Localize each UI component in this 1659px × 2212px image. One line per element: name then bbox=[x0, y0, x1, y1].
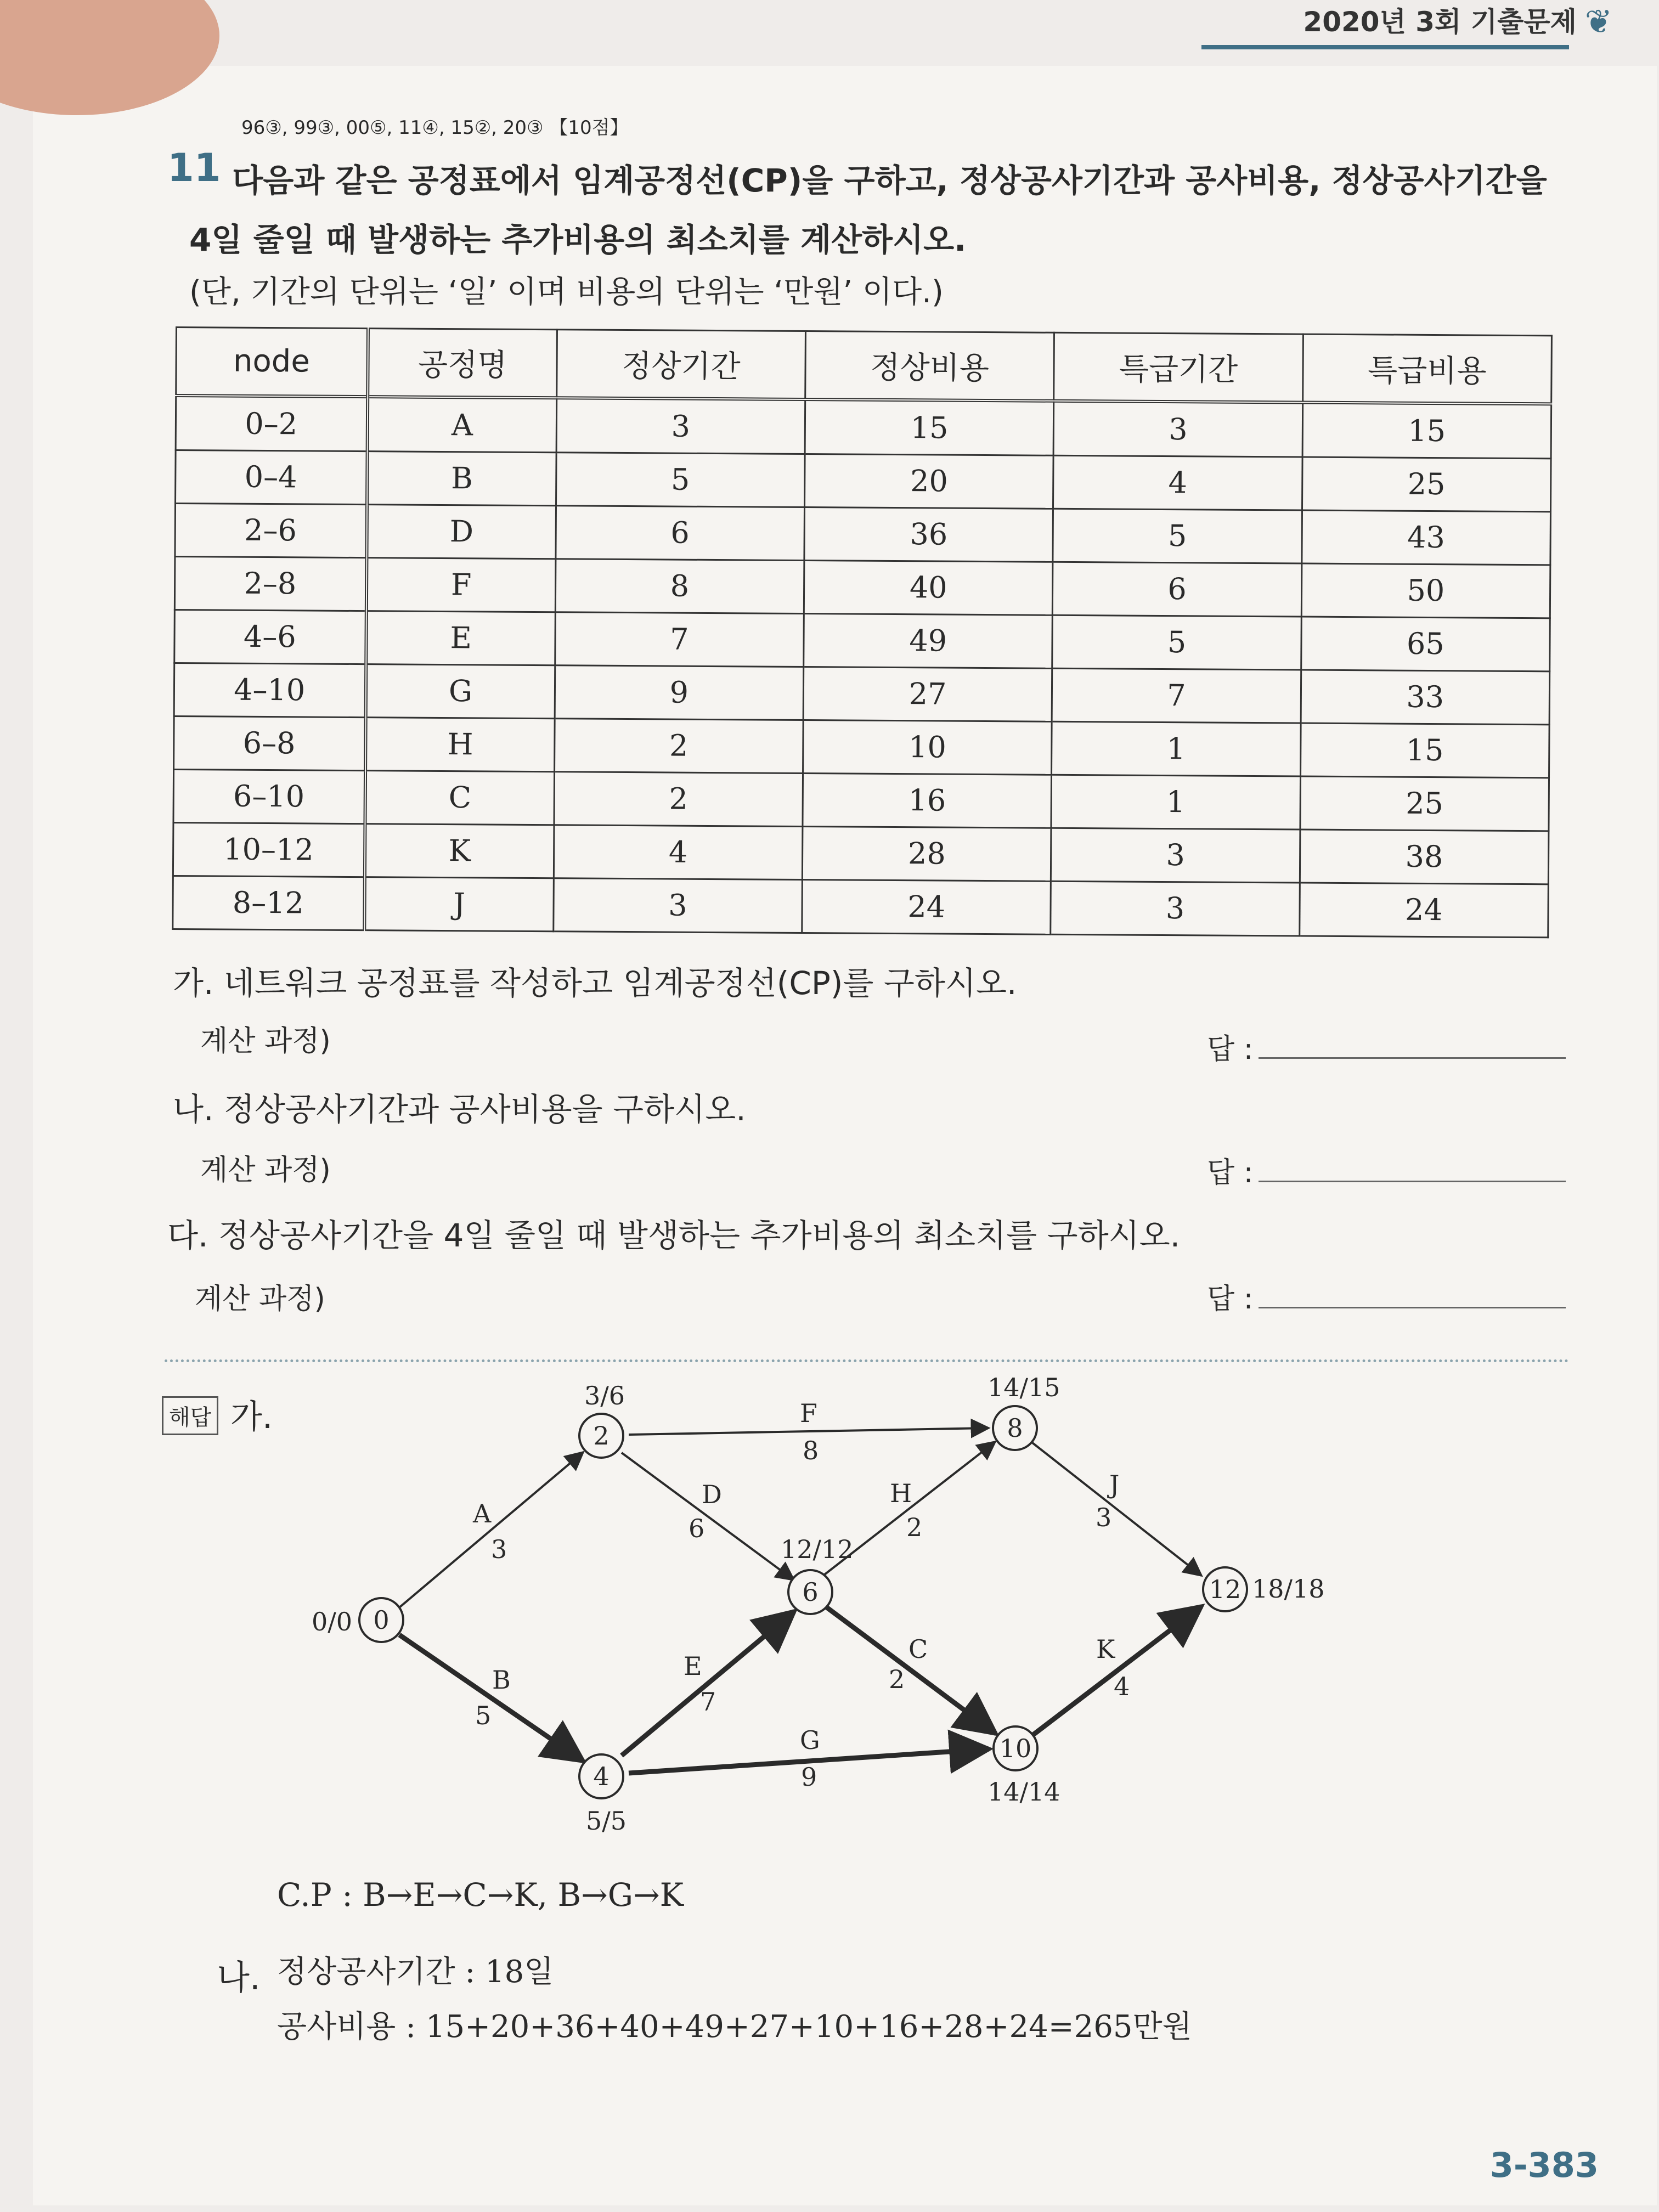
table-header: 특급비용 bbox=[1302, 334, 1551, 404]
table-cell: 2 bbox=[554, 772, 803, 827]
activity-duration-e: 7 bbox=[700, 1687, 716, 1717]
table-cell: 25 bbox=[1302, 457, 1551, 512]
activity-name-h: H bbox=[890, 1479, 912, 1508]
edge-f bbox=[629, 1428, 989, 1435]
node-2 bbox=[579, 1414, 623, 1458]
activity-duration-c: 2 bbox=[889, 1664, 905, 1694]
node-6 bbox=[788, 1570, 832, 1614]
activity-name-g: G bbox=[800, 1725, 820, 1755]
table-cell: 16 bbox=[803, 773, 1052, 828]
node-time-0: 0/0 bbox=[312, 1607, 353, 1637]
table-cell: 40 bbox=[804, 560, 1053, 615]
table-cell: 43 bbox=[1302, 510, 1551, 565]
answer-ga-label: 가. bbox=[230, 1398, 273, 1436]
table-cell: C bbox=[365, 770, 554, 825]
edge-d bbox=[622, 1453, 794, 1580]
activity-duration-b: 5 bbox=[475, 1701, 492, 1730]
answer-na-text bbox=[277, 1945, 1192, 2055]
activity-duration-h: 2 bbox=[906, 1513, 923, 1542]
table-cell: 2–8 bbox=[174, 556, 366, 611]
answer-field: 답 : bbox=[1207, 1276, 1566, 1317]
node-4 bbox=[579, 1754, 623, 1798]
table-cell: 0–4 bbox=[176, 450, 368, 504]
table-header: 공정명 bbox=[368, 329, 557, 398]
answer-na-label: 나. bbox=[217, 1957, 261, 1997]
table-cell: 50 bbox=[1301, 563, 1550, 618]
table-cell: D bbox=[366, 504, 556, 558]
table-cell: G bbox=[365, 664, 555, 718]
table-cell: 7 bbox=[555, 612, 804, 667]
node-time-12: 18/18 bbox=[1252, 1574, 1325, 1604]
node-label: 12 bbox=[1209, 1575, 1242, 1604]
activity-duration-k: 4 bbox=[1114, 1672, 1130, 1701]
question-source: 96③, 99③, 00⑤, 11④, 15②, 20③ 【10점】 bbox=[241, 117, 629, 139]
table-cell: 3 bbox=[1051, 828, 1300, 883]
table-cell: B bbox=[367, 451, 556, 505]
node-label: 8 bbox=[1007, 1413, 1023, 1443]
table-cell: 2–6 bbox=[175, 503, 367, 557]
table-cell: 10 bbox=[803, 720, 1052, 775]
activity-name-e: E bbox=[684, 1651, 702, 1681]
table-cell: A bbox=[367, 397, 556, 452]
table-cell: 4 bbox=[554, 825, 803, 880]
table-cell: 0–2 bbox=[176, 396, 368, 451]
table-cell: 5 bbox=[1053, 509, 1302, 563]
node-time-2: 3/6 bbox=[584, 1381, 625, 1410]
node-8 bbox=[993, 1406, 1037, 1450]
table-cell: J bbox=[364, 877, 554, 931]
table-cell: 27 bbox=[803, 667, 1052, 721]
table-cell: 24 bbox=[802, 879, 1051, 934]
node-label: 10 bbox=[999, 1734, 1032, 1763]
subquestion-ga: 가. 네트워크 공정표를 작성하고 임계공정선(CP)를 구하시오. bbox=[173, 964, 1017, 1002]
construction-cost: 공사비용 : 15+20+36+40+49+27+10+16+28+24=265만원 bbox=[277, 2009, 1192, 2045]
question-text: 다음과 같은 공정표에서 임계공정선(CP)을 구하고, 정상공사기간과 공사비용, 정상공사기간을 4일 줄일 때 발생하는 추가비용의 최소치를 계산하시오. bbox=[189, 162, 1547, 258]
table-cell: 1 bbox=[1051, 775, 1300, 830]
table-cell: 6–8 bbox=[174, 716, 366, 770]
node-0 bbox=[359, 1598, 403, 1642]
activity-duration-d: 6 bbox=[689, 1514, 705, 1543]
activity-duration-a: 3 bbox=[491, 1534, 507, 1564]
table-cell: 6–10 bbox=[173, 769, 365, 823]
node-time-8: 14/15 bbox=[988, 1373, 1060, 1402]
table-header: 정상비용 bbox=[805, 331, 1054, 401]
table-cell: 2 bbox=[554, 718, 803, 773]
node-10 bbox=[994, 1726, 1037, 1770]
header-title: 2020년 3회 기출문제 bbox=[1303, 6, 1577, 38]
node-label: 4 bbox=[593, 1762, 610, 1791]
node-label: 0 bbox=[373, 1605, 390, 1635]
table-cell: 9 bbox=[555, 665, 804, 720]
table-cell: 4 bbox=[1053, 455, 1302, 510]
table-cell: 3 bbox=[1051, 881, 1300, 936]
table-cell: 6 bbox=[556, 505, 805, 560]
activity-name-k: K bbox=[1096, 1634, 1115, 1664]
answer-field: 답 : bbox=[1207, 1026, 1566, 1067]
node-12 bbox=[1203, 1567, 1247, 1611]
table-cell: 3 bbox=[553, 878, 802, 933]
node-time-4: 5/5 bbox=[586, 1806, 627, 1836]
table-cell: K bbox=[364, 823, 554, 878]
activity-name-d: D bbox=[702, 1480, 722, 1509]
table-cell: 28 bbox=[802, 826, 1051, 881]
activity-duration-f: 8 bbox=[803, 1436, 819, 1465]
table-cell: 5 bbox=[1052, 615, 1301, 670]
edge-b bbox=[399, 1635, 583, 1761]
node-time-6: 12/12 bbox=[781, 1534, 854, 1564]
critical-path: C.P : B→E→C→K, B→G→K bbox=[277, 1876, 684, 1914]
table-cell: 8 bbox=[555, 558, 804, 613]
table-cell: F bbox=[366, 557, 555, 612]
table-cell: 8–12 bbox=[173, 876, 365, 930]
edge-k bbox=[1032, 1606, 1201, 1735]
node-label: 2 bbox=[593, 1421, 610, 1451]
page-number: 3-383 bbox=[1489, 2145, 1599, 2185]
normal-duration: 정상공사기간 : 18일 bbox=[277, 1954, 554, 1990]
edge-j bbox=[1032, 1443, 1201, 1576]
node-label: 6 bbox=[802, 1577, 819, 1607]
leaf-icon: ❦ bbox=[1584, 3, 1612, 41]
table-cell: 6 bbox=[1053, 562, 1302, 617]
answer-tag: 해답 bbox=[162, 1396, 218, 1435]
node-time-10: 14/14 bbox=[988, 1777, 1060, 1807]
table-cell: 20 bbox=[805, 454, 1054, 509]
table-cell: 24 bbox=[1299, 883, 1548, 938]
calc-label: 계산 과정) bbox=[200, 1154, 331, 1187]
table-cell: E bbox=[366, 611, 555, 665]
subquestion-da: 다. 정상공사기간을 4일 줄일 때 발생하는 추가비용의 최소치를 구하시오. bbox=[167, 1217, 1181, 1254]
activity-name-f: F bbox=[800, 1398, 817, 1428]
edge-a bbox=[399, 1452, 583, 1607]
table-cell: 15 bbox=[1302, 402, 1551, 458]
table-cell: 49 bbox=[804, 613, 1053, 668]
table-cell: 65 bbox=[1301, 617, 1550, 672]
table-cell: 38 bbox=[1300, 830, 1549, 884]
table-cell: 4–10 bbox=[174, 663, 366, 717]
table-cell: 15 bbox=[805, 399, 1054, 455]
subquestion-na: 나. 정상공사기간과 공사비용을 구하시오. bbox=[173, 1091, 746, 1128]
table-header: 정상기간 bbox=[556, 330, 805, 399]
calc-label: 계산 과정) bbox=[195, 1283, 325, 1316]
table-cell: 15 bbox=[1300, 723, 1549, 778]
question-note: (단, 기간의 단위는 ‘일’ 이며 비용의 단위는 ‘만원’ 이다.) bbox=[189, 274, 944, 310]
table-cell: 36 bbox=[804, 507, 1053, 562]
table-cell: 3 bbox=[556, 398, 805, 454]
table-header: node bbox=[176, 328, 368, 397]
activity-name-b: B bbox=[492, 1665, 511, 1695]
activity-name-a: A bbox=[473, 1499, 492, 1528]
answer-field: 답 : bbox=[1207, 1149, 1566, 1190]
activity-name-c: C bbox=[909, 1634, 928, 1664]
table-cell: 1 bbox=[1052, 721, 1301, 776]
table-cell: 7 bbox=[1052, 668, 1301, 723]
question-number: 11 bbox=[167, 145, 221, 190]
edge-c bbox=[825, 1606, 996, 1734]
activity-duration-j: 3 bbox=[1096, 1503, 1112, 1532]
table-header: 특급기간 bbox=[1054, 332, 1303, 402]
activity-duration-g: 9 bbox=[801, 1762, 817, 1792]
table-cell: 10–12 bbox=[173, 822, 365, 877]
table-cell: 33 bbox=[1301, 670, 1550, 725]
edge-e bbox=[622, 1611, 794, 1756]
table-cell: H bbox=[365, 717, 555, 771]
calc-label: 계산 과정) bbox=[200, 1025, 331, 1058]
table-cell: 4–6 bbox=[174, 610, 366, 664]
table-cell: 3 bbox=[1053, 401, 1302, 457]
table-cell: 25 bbox=[1300, 776, 1549, 831]
activity-name-j: J bbox=[1109, 1470, 1120, 1499]
table-cell: 5 bbox=[556, 452, 805, 507]
